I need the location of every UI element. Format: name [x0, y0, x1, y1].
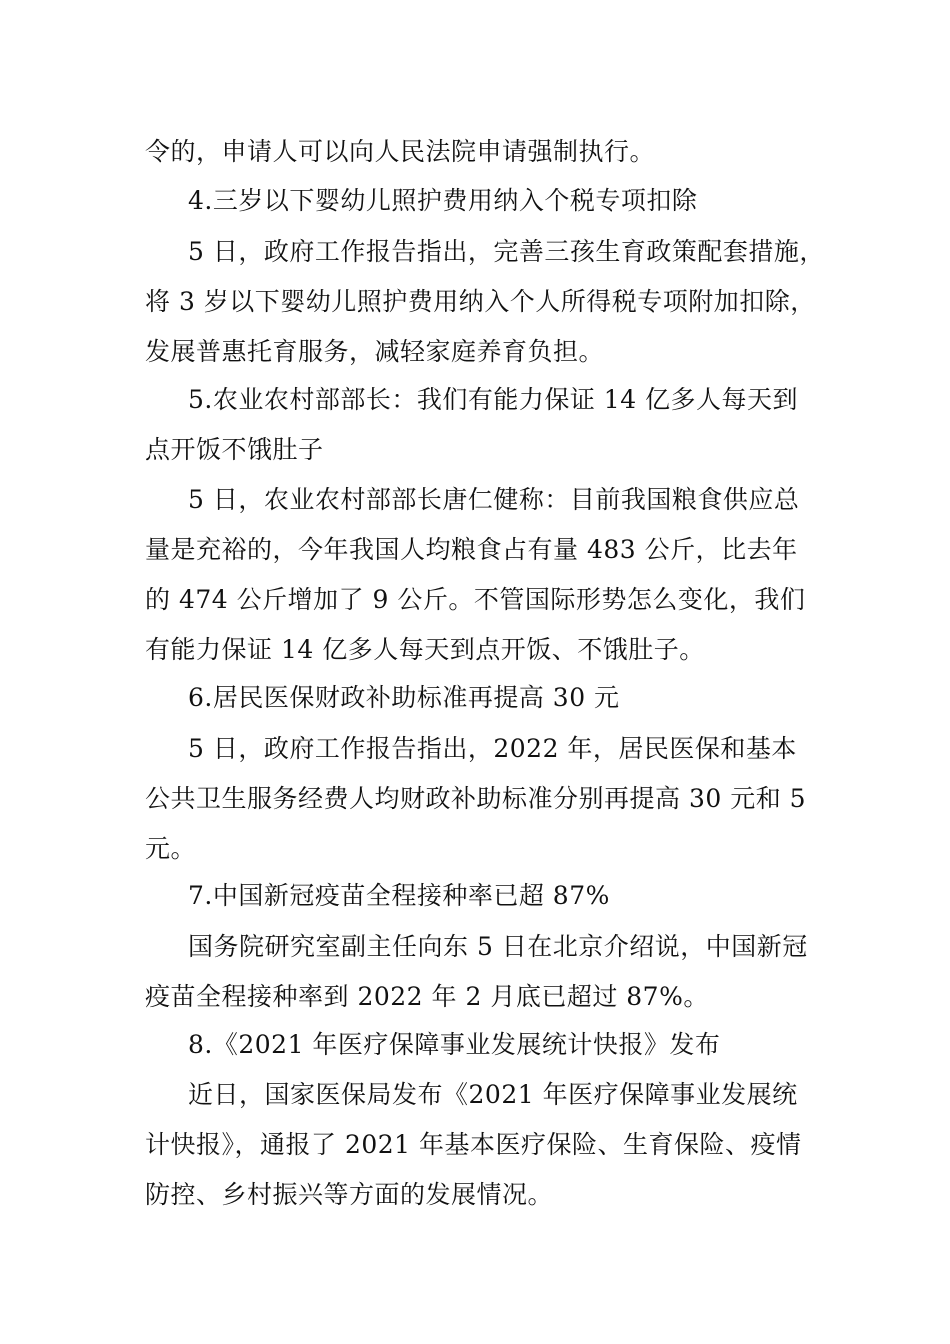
paragraph-line: 5 日，政府工作报告指出，2022 年，居民医保和基本	[188, 734, 797, 763]
paragraph-line: 有能力保证 14 亿多人每天到点开饭、不饿肚子。	[145, 635, 705, 664]
paragraph-line: 5 日，政府工作报告指出，完善三孩生育政策配套措施，	[188, 237, 825, 266]
heading-item-6: 6.居民医保财政补助标准再提高 30 元	[188, 683, 620, 712]
paragraph-line: 计快报》，通报了 2021 年基本医疗保险、生育保险、疫情	[145, 1130, 802, 1159]
paragraph-line: 疫苗全程接种率到 2022 年 2 月底已超过 87%。	[145, 982, 709, 1011]
paragraph-line: 发展普惠托育服务，减轻家庭养育负担。	[145, 337, 605, 366]
heading-item-4: 4.三岁以下婴幼儿照护费用纳入个税专项扣除	[188, 186, 698, 215]
paragraph-line: 量是充裕的，今年我国人均粮食占有量 483 公斤，比去年	[145, 535, 798, 564]
paragraph-line: 近日，国家医保局发布《2021 年医疗保障事业发展统	[188, 1080, 798, 1109]
heading-item-5-cont: 点开饭不饿肚子	[145, 435, 324, 464]
paragraph-line: 5 日，农业农村部部长唐仁健称：目前我国粮食供应总	[188, 485, 800, 514]
heading-item-5: 5.农业农村部部长：我们有能力保证 14 亿多人每天到	[188, 385, 799, 414]
paragraph-line: 元。	[145, 834, 197, 863]
paragraph-line: 将 3 岁以下婴幼儿照护费用纳入个人所得税专项附加扣除，	[145, 287, 816, 316]
heading-item-7: 7.中国新冠疫苗全程接种率已超 87%	[188, 881, 610, 910]
paragraph-line: 令的，申请人可以向人民法院申请强制执行。	[145, 137, 656, 166]
paragraph-line: 的 474 公斤增加了 9 公斤。不管国际形势怎么变化，我们	[145, 585, 806, 614]
heading-item-8: 8.《2021 年医疗保障事业发展统计快报》发布	[188, 1030, 721, 1059]
paragraph-line: 防控、乡村振兴等方面的发展情况。	[145, 1180, 554, 1209]
paragraph-line: 公共卫生服务经费人均财政补助标准分别再提高 30 元和 5	[145, 784, 807, 813]
paragraph-line: 国务院研究室副主任向东 5 日在北京介绍说，中国新冠	[188, 932, 808, 961]
